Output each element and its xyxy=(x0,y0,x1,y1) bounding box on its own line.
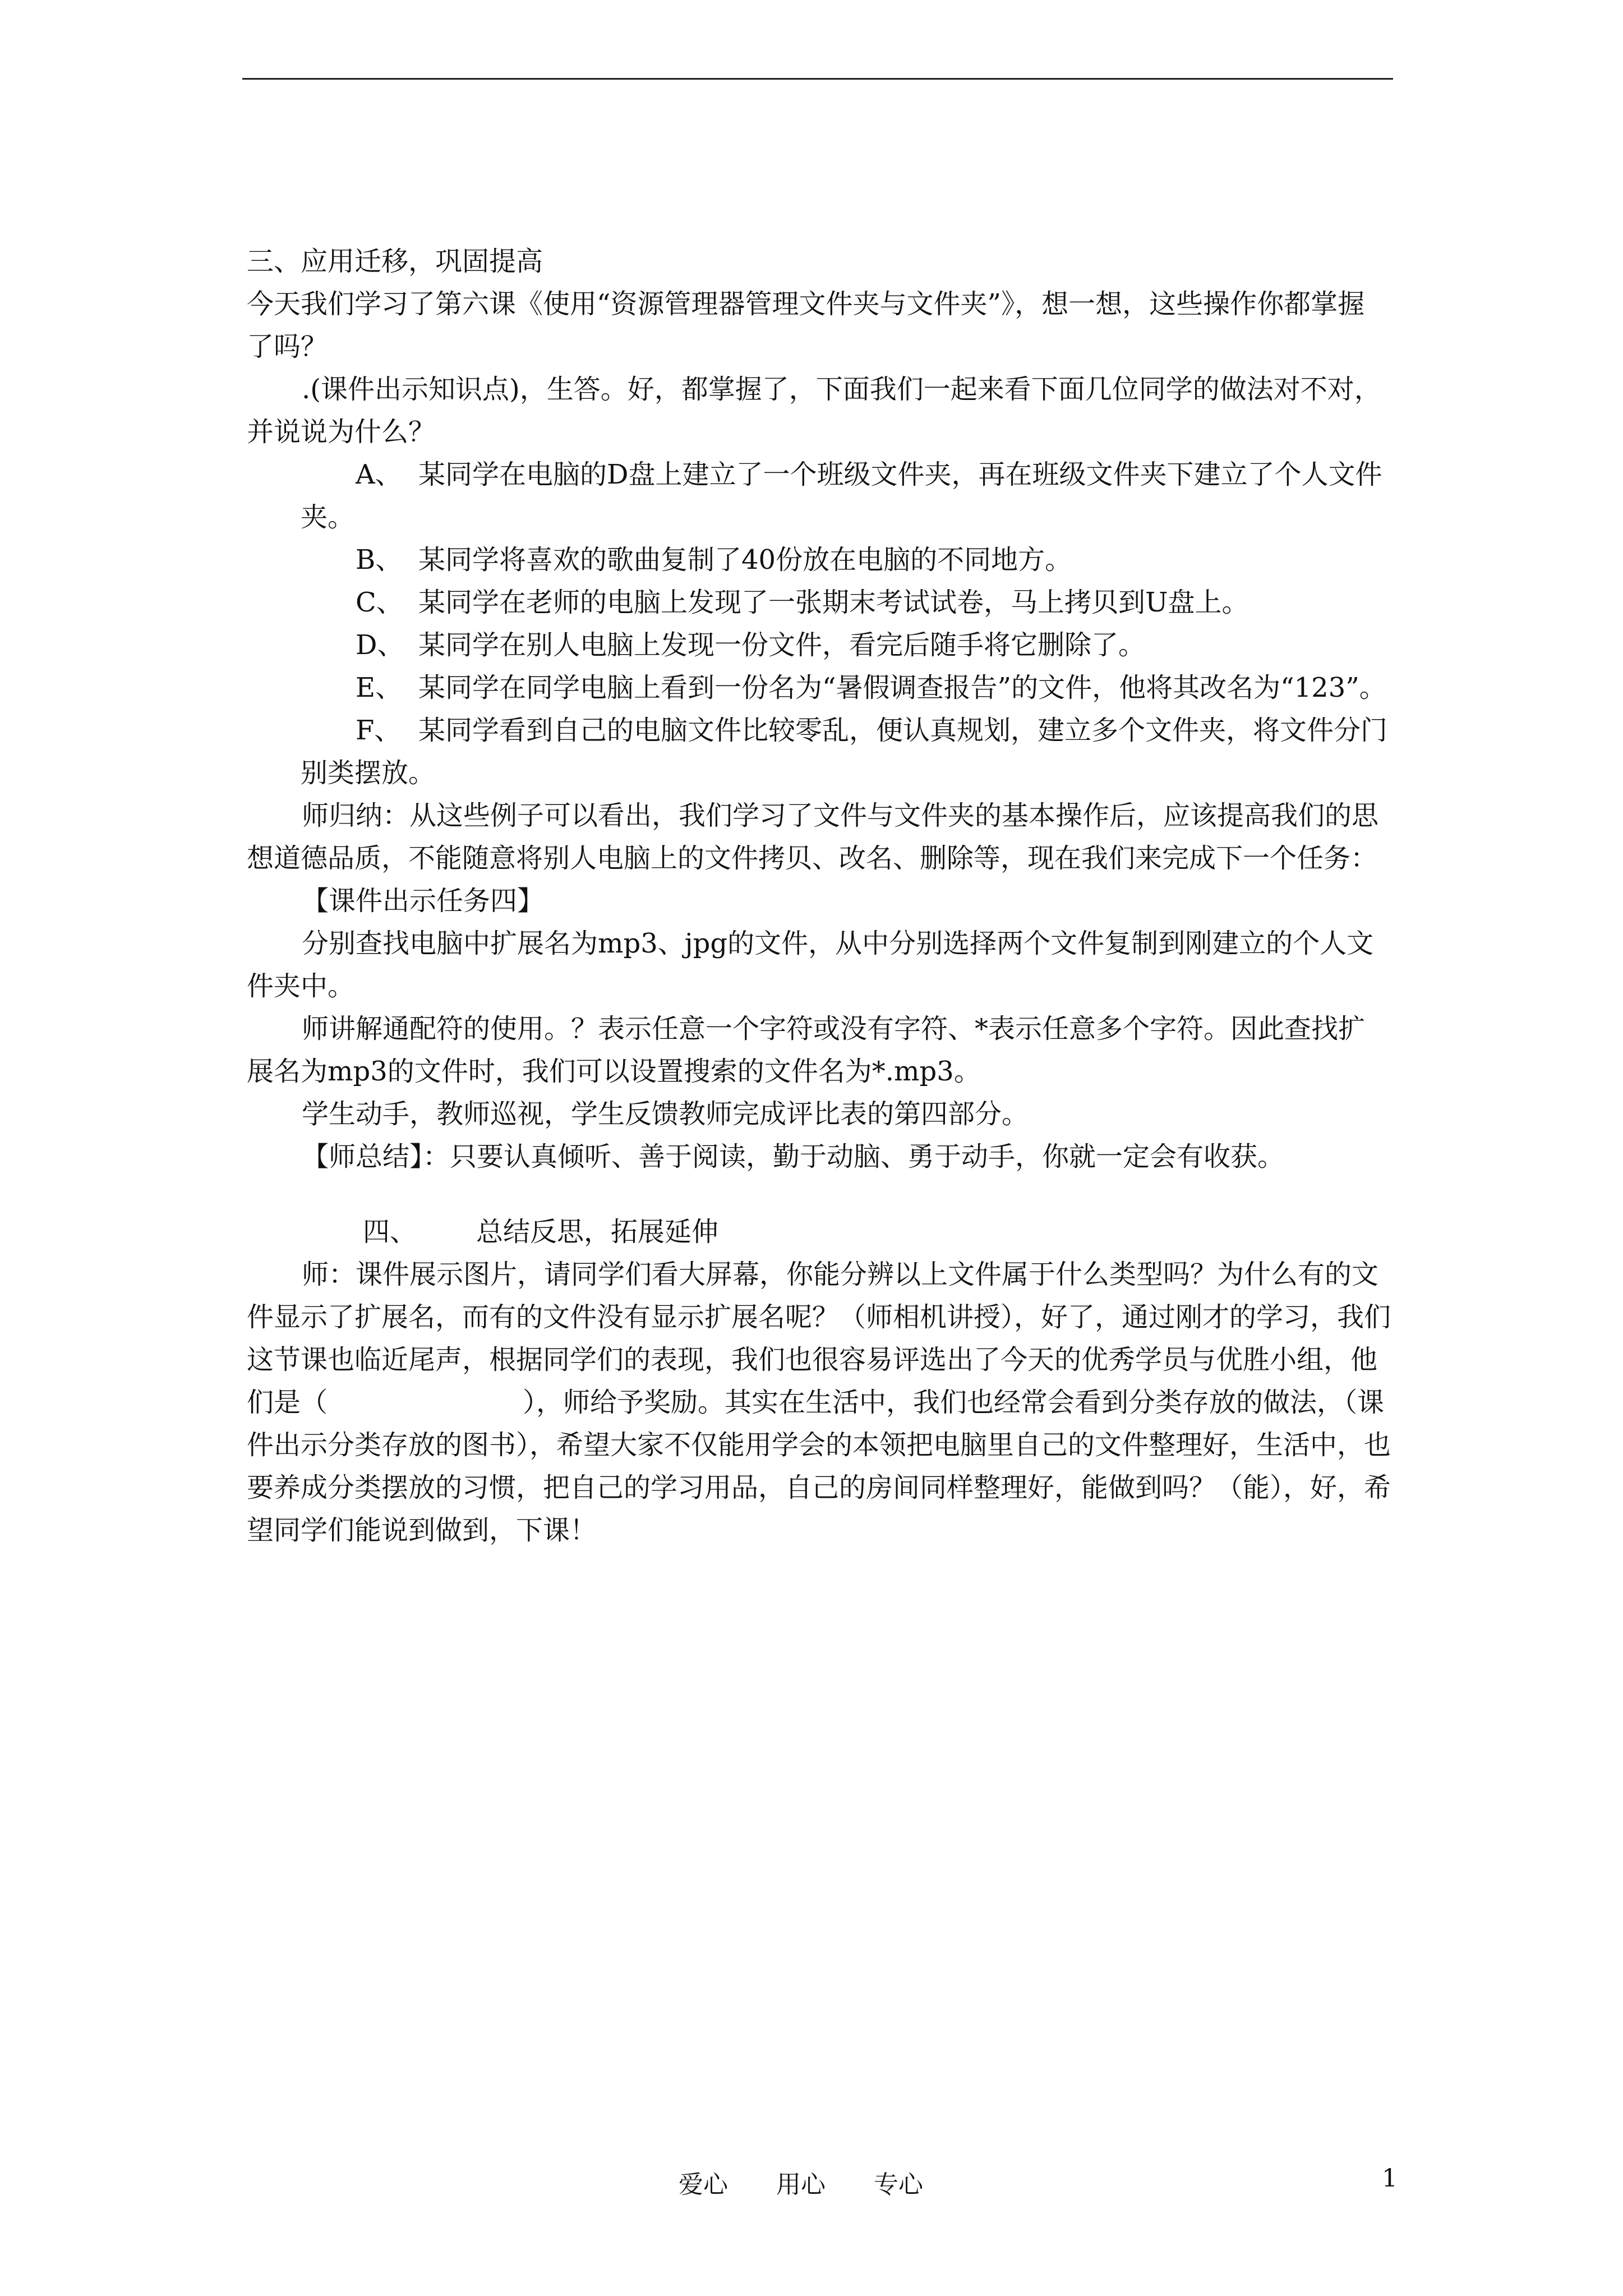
item-label: A、 xyxy=(356,459,402,490)
section4-text-before-blank: 师：课件展示图片，请同学们看大屏幕，你能分辨以上文件属于什么类型吗？为什么有的文件显示了扩展名，而有的文件没有显示扩展名呢？（师相机讲授），好了，通过刚才的学习，我们这节课也临近尾声，根据同学们的表现，我们也很容易评选出了今天的优秀学员与优胜小组，他们是（ xyxy=(247,1259,1391,1418)
section4-heading xyxy=(363,1211,1391,1253)
page-body xyxy=(247,240,1391,1552)
item-label: F、 xyxy=(356,715,402,746)
item-label: B、 xyxy=(356,544,403,576)
section4-title: 总结反思，拓展延伸 xyxy=(476,1216,719,1248)
item-text: 某同学在别人电脑上发现一份文件，看完后随手将它删除了。 xyxy=(418,629,1146,661)
item-text: 某同学在同学电脑上看到一份名为“暑假调查报告”的文件，他将其改名为“123”。 xyxy=(418,672,1386,703)
item-text: 某同学将喜欢的歌曲复制了40份放在电脑的不同地方。 xyxy=(418,544,1072,576)
task-description: 分别查找电脑中扩展名为mp3、jpg的文件，从中分别选择两个文件复制到刚建立的个人文件夹中。 xyxy=(247,928,1374,1002)
item-d xyxy=(301,624,1391,666)
footer-motto: 爱心 用心 专心 xyxy=(679,2170,923,2199)
item-label: C、 xyxy=(356,587,403,618)
section4-text-after-blank: ），师给予奖励。其实在生活中，我们也经常会看到分类存放的做法，（课件出示分类存放的图书），希望大家不仅能用学会的本领把电脑里自己的文件整理好，生活中，也要养成分类摆放的习惯，把自己的学习用品，自己的房间同样整理好，能做到吗？（能），好，希望同学们能说到做到，下课！ xyxy=(247,1387,1391,1546)
item-text: 某同学在电脑的D盘上建立了一个班级文件夹，再在班级文件夹下建立了个人文件夹。 xyxy=(301,459,1382,533)
section3-question: .(课件出示知识点)，生答。好，都掌握了，下面我们一起来看下面几位同学的做法对不对，并说说为什么？ xyxy=(247,374,1381,448)
item-label: E、 xyxy=(356,672,403,703)
item-label: D、 xyxy=(356,629,404,661)
task-title: 【课件出示任务四】 xyxy=(302,885,545,917)
teacher-conclusion: 师归纳：从这些例子可以看出，我们学习了文件与文件夹的基本操作后，应该提高我们的思想道德品质，不能随意将别人电脑上的文件拷贝、改名、删除等，现在我们来完成下一个任务： xyxy=(247,800,1379,874)
section3-intro: 今天我们学习了第六课《使用“资源管理器管理文件夹与文件夹”》，想一想，这些操作你都掌握了吗？ xyxy=(247,288,1365,362)
page-number: 1 xyxy=(1382,2164,1398,2193)
item-text: 某同学在老师的电脑上发现了一张期末考试试卷，马上拷贝到U盘上。 xyxy=(418,587,1249,618)
section4-number: 四、 xyxy=(363,1216,417,1248)
item-e xyxy=(301,666,1391,709)
item-text: 某同学看到自己的电脑文件比较零乱，便认真规划，建立多个文件夹，将文件分门别类摆放。 xyxy=(301,715,1388,789)
teacher-summary: 【师总结】：只要认真倾听、善于阅读，勤于动脑、勇于动手，你就一定会有收获。 xyxy=(302,1141,1285,1172)
header-rule xyxy=(242,78,1393,80)
item-a xyxy=(301,453,1391,539)
section3-heading: 三、应用迁移，巩固提高 xyxy=(247,246,543,277)
item-c xyxy=(301,581,1391,624)
student-practice: 学生动手，教师巡视，学生反馈教师完成评比表的第四部分。 xyxy=(302,1098,1029,1130)
wildcard-explanation: 师讲解通配符的使用。？表示任意一个字符或没有字符、*表示任意多个字符。因此查找扩展名为mp3的文件时，我们可以设置搜索的文件名为*.mp3。 xyxy=(247,1013,1366,1087)
item-f xyxy=(301,709,1391,794)
section4-paragraph xyxy=(247,1253,1391,1552)
item-b xyxy=(301,539,1391,581)
